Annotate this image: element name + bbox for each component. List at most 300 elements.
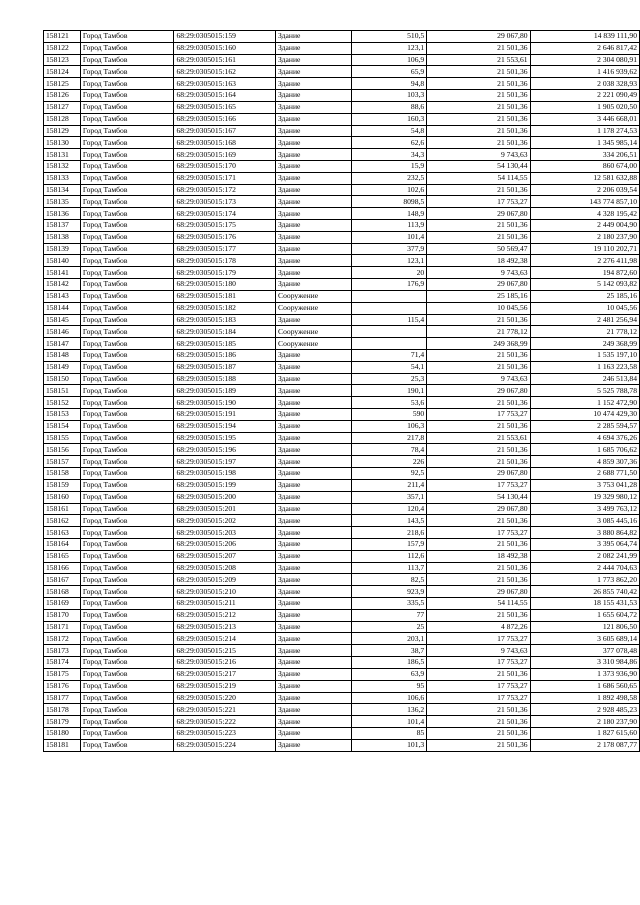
row-id-cell: 158167 [44, 574, 81, 586]
object-type-cell: Здание [276, 456, 352, 468]
area-cell: 92,5 [351, 468, 426, 480]
object-type-cell: Здание [276, 101, 352, 113]
table-row [44, 373, 640, 385]
cadastral-value-cell: 10 474 429,30 [530, 409, 639, 421]
cadastral-value-cell: 249 368,99 [530, 338, 639, 350]
table-row [44, 279, 640, 291]
cadastral-number-cell: 68:29:0305015:160 [174, 42, 276, 54]
table-row [44, 397, 640, 409]
city-cell: Город Тамбов [80, 680, 174, 692]
object-type-cell: Здание [276, 279, 352, 291]
table-row [44, 562, 640, 574]
object-type-cell: Здание [276, 704, 352, 716]
cadastral-value-cell: 12 581 632,88 [530, 172, 639, 184]
table-row [44, 633, 640, 645]
cadastral-number-cell: 68:29:0305015:196 [174, 444, 276, 456]
area-cell: 63,9 [351, 668, 426, 680]
object-type-cell: Здание [276, 267, 352, 279]
unit-cost-cell: 21 501,36 [427, 668, 530, 680]
city-cell: Город Тамбов [80, 373, 174, 385]
area-cell: 88,6 [351, 101, 426, 113]
cadastral-number-cell: 68:29:0305015:164 [174, 90, 276, 102]
cadastral-value-cell: 25 185,16 [530, 290, 639, 302]
cadastral-number-cell: 68:29:0305015:172 [174, 184, 276, 196]
object-type-cell: Здание [276, 515, 352, 527]
row-id-cell: 158164 [44, 538, 81, 550]
cadastral-value-cell: 1 416 939,62 [530, 66, 639, 78]
row-id-cell: 158127 [44, 101, 81, 113]
unit-cost-cell: 54 130,44 [427, 491, 530, 503]
table-row [44, 78, 640, 90]
cadastral-value-cell: 10 045,56 [530, 302, 639, 314]
city-cell: Город Тамбов [80, 54, 174, 66]
table-row [44, 220, 640, 232]
city-cell: Город Тамбов [80, 267, 174, 279]
area-cell: 148,9 [351, 208, 426, 220]
city-cell: Город Тамбов [80, 657, 174, 669]
object-type-cell: Здание [276, 42, 352, 54]
table-row [44, 574, 640, 586]
cadastral-value-cell: 2 180 237,90 [530, 231, 639, 243]
row-id-cell: 158159 [44, 479, 81, 491]
table-row [44, 598, 640, 610]
table-row [44, 420, 640, 432]
area-cell: 123,1 [351, 255, 426, 267]
unit-cost-cell: 21 553,61 [427, 432, 530, 444]
unit-cost-cell: 9 743,63 [427, 267, 530, 279]
table-row [44, 196, 640, 208]
unit-cost-cell: 17 753,27 [427, 692, 530, 704]
unit-cost-cell: 29 067,80 [427, 279, 530, 291]
unit-cost-cell: 21 501,36 [427, 397, 530, 409]
area-cell: 590 [351, 409, 426, 421]
city-cell: Город Тамбов [80, 31, 174, 43]
row-id-cell: 158180 [44, 727, 81, 739]
city-cell: Город Тамбов [80, 538, 174, 550]
table-row [44, 125, 640, 137]
area-cell: 106,3 [351, 420, 426, 432]
unit-cost-cell: 54 114,55 [427, 598, 530, 610]
cadastral-value-cell: 2 928 485,23 [530, 704, 639, 716]
area-cell [351, 290, 426, 302]
cadastral-value-cell: 5 525 788,78 [530, 385, 639, 397]
cadastral-number-cell: 68:29:0305015:179 [174, 267, 276, 279]
cadastral-number-cell: 68:29:0305015:207 [174, 550, 276, 562]
area-cell: 62,6 [351, 137, 426, 149]
table-row [44, 66, 640, 78]
row-id-cell: 158149 [44, 361, 81, 373]
row-id-cell: 158133 [44, 172, 81, 184]
table-row [44, 716, 640, 728]
object-type-cell: Здание [276, 172, 352, 184]
unit-cost-cell: 17 753,27 [427, 680, 530, 692]
cadastral-number-cell: 68:29:0305015:190 [174, 397, 276, 409]
object-type-cell: Здание [276, 574, 352, 586]
area-cell: 176,9 [351, 279, 426, 291]
cadastral-value-cell: 3 446 668,01 [530, 113, 639, 125]
table-row [44, 302, 640, 314]
cadastral-number-cell: 68:29:0305015:214 [174, 633, 276, 645]
cadastral-number-cell: 68:29:0305015:159 [174, 31, 276, 43]
property-table-body [44, 31, 640, 752]
unit-cost-cell: 4 872,26 [427, 621, 530, 633]
row-id-cell: 158150 [44, 373, 81, 385]
cadastral-value-cell: 2 180 237,90 [530, 716, 639, 728]
city-cell: Город Тамбов [80, 716, 174, 728]
cadastral-value-cell: 26 855 740,42 [530, 586, 639, 598]
unit-cost-cell: 17 753,27 [427, 527, 530, 539]
unit-cost-cell: 21 501,36 [427, 90, 530, 102]
cadastral-number-cell: 68:29:0305015:206 [174, 538, 276, 550]
row-id-cell: 158172 [44, 633, 81, 645]
cadastral-number-cell: 68:29:0305015:201 [174, 503, 276, 515]
unit-cost-cell: 54 114,55 [427, 172, 530, 184]
area-cell: 217,8 [351, 432, 426, 444]
row-id-cell: 158162 [44, 515, 81, 527]
row-id-cell: 158123 [44, 54, 81, 66]
object-type-cell: Здание [276, 255, 352, 267]
row-id-cell: 158140 [44, 255, 81, 267]
area-cell [351, 338, 426, 350]
city-cell: Город Тамбов [80, 574, 174, 586]
cadastral-number-cell: 68:29:0305015:220 [174, 692, 276, 704]
object-type-cell: Здание [276, 196, 352, 208]
row-id-cell: 158130 [44, 137, 81, 149]
unit-cost-cell: 21 501,36 [427, 314, 530, 326]
cadastral-value-cell: 14 839 111,90 [530, 31, 639, 43]
city-cell: Город Тамбов [80, 550, 174, 562]
object-type-cell: Здание [276, 149, 352, 161]
table-row [44, 550, 640, 562]
cadastral-number-cell: 68:29:0305015:188 [174, 373, 276, 385]
area-cell: 377,9 [351, 243, 426, 255]
object-type-cell: Здание [276, 420, 352, 432]
row-id-cell: 158124 [44, 66, 81, 78]
city-cell: Город Тамбов [80, 137, 174, 149]
area-cell: 106,9 [351, 54, 426, 66]
row-id-cell: 158173 [44, 645, 81, 657]
row-id-cell: 158151 [44, 385, 81, 397]
unit-cost-cell: 21 501,36 [427, 704, 530, 716]
table-row [44, 645, 640, 657]
cadastral-number-cell: 68:29:0305015:221 [174, 704, 276, 716]
cadastral-number-cell: 68:29:0305015:203 [174, 527, 276, 539]
object-type-cell: Здание [276, 208, 352, 220]
cadastral-number-cell: 68:29:0305015:213 [174, 621, 276, 633]
row-id-cell: 158161 [44, 503, 81, 515]
row-id-cell: 158125 [44, 78, 81, 90]
table-row [44, 586, 640, 598]
row-id-cell: 158174 [44, 657, 81, 669]
row-id-cell: 158169 [44, 598, 81, 610]
row-id-cell: 158145 [44, 314, 81, 326]
unit-cost-cell: 50 569,47 [427, 243, 530, 255]
row-id-cell: 158153 [44, 409, 81, 421]
city-cell: Город Тамбов [80, 302, 174, 314]
cadastral-value-cell: 3 310 984,86 [530, 657, 639, 669]
object-type-cell: Сооружение [276, 302, 352, 314]
object-type-cell: Здание [276, 727, 352, 739]
table-row [44, 385, 640, 397]
cadastral-number-cell: 68:29:0305015:195 [174, 432, 276, 444]
area-cell: 186,5 [351, 657, 426, 669]
unit-cost-cell: 29 067,80 [427, 586, 530, 598]
unit-cost-cell: 21 501,36 [427, 101, 530, 113]
unit-cost-cell: 21 501,36 [427, 456, 530, 468]
area-cell: 34,3 [351, 149, 426, 161]
row-id-cell: 158170 [44, 609, 81, 621]
cadastral-number-cell: 68:29:0305015:180 [174, 279, 276, 291]
row-id-cell: 158154 [44, 420, 81, 432]
cadastral-number-cell: 68:29:0305015:219 [174, 680, 276, 692]
city-cell: Город Тамбов [80, 727, 174, 739]
table-row [44, 338, 640, 350]
table-row [44, 527, 640, 539]
city-cell: Город Тамбов [80, 113, 174, 125]
object-type-cell: Здание [276, 633, 352, 645]
cadastral-value-cell: 19 329 980,12 [530, 491, 639, 503]
area-cell: 218,6 [351, 527, 426, 539]
area-cell: 85 [351, 727, 426, 739]
cadastral-number-cell: 68:29:0305015:223 [174, 727, 276, 739]
area-cell: 143,5 [351, 515, 426, 527]
object-type-cell: Здание [276, 66, 352, 78]
object-type-cell: Здание [276, 385, 352, 397]
cadastral-number-cell: 68:29:0305015:182 [174, 302, 276, 314]
table-row [44, 704, 640, 716]
cadastral-number-cell: 68:29:0305015:197 [174, 456, 276, 468]
city-cell: Город Тамбов [80, 668, 174, 680]
table-row [44, 290, 640, 302]
cadastral-value-cell: 3 880 864,82 [530, 527, 639, 539]
unit-cost-cell: 29 067,80 [427, 468, 530, 480]
cadastral-number-cell: 68:29:0305015:170 [174, 160, 276, 172]
row-id-cell: 158147 [44, 338, 81, 350]
table-row [44, 491, 640, 503]
cadastral-number-cell: 68:29:0305015:167 [174, 125, 276, 137]
city-cell: Город Тамбов [80, 385, 174, 397]
unit-cost-cell: 21 501,36 [427, 349, 530, 361]
city-cell: Город Тамбов [80, 503, 174, 515]
cadastral-value-cell: 1 152 472,90 [530, 397, 639, 409]
city-cell: Город Тамбов [80, 704, 174, 716]
unit-cost-cell: 29 067,80 [427, 31, 530, 43]
city-cell: Город Тамбов [80, 279, 174, 291]
area-cell: 101,4 [351, 716, 426, 728]
table-row [44, 326, 640, 338]
row-id-cell: 158132 [44, 160, 81, 172]
cadastral-value-cell: 2 221 090,49 [530, 90, 639, 102]
cadastral-number-cell: 68:29:0305015:181 [174, 290, 276, 302]
city-cell: Город Тамбов [80, 314, 174, 326]
object-type-cell: Здание [276, 397, 352, 409]
cadastral-value-cell: 121 806,50 [530, 621, 639, 633]
row-id-cell: 158166 [44, 562, 81, 574]
cadastral-value-cell: 1 535 197,10 [530, 349, 639, 361]
city-cell: Город Тамбов [80, 515, 174, 527]
table-row [44, 42, 640, 54]
cadastral-value-cell: 2 449 004,90 [530, 220, 639, 232]
cadastral-number-cell: 68:29:0305015:166 [174, 113, 276, 125]
area-cell: 112,6 [351, 550, 426, 562]
row-id-cell: 158156 [44, 444, 81, 456]
object-type-cell: Здание [276, 657, 352, 669]
cadastral-value-cell: 2 304 080,91 [530, 54, 639, 66]
city-cell: Город Тамбов [80, 338, 174, 350]
row-id-cell: 158177 [44, 692, 81, 704]
area-cell: 53,6 [351, 397, 426, 409]
object-type-cell: Сооружение [276, 338, 352, 350]
object-type-cell: Здание [276, 361, 352, 373]
object-type-cell: Здание [276, 220, 352, 232]
cadastral-value-cell: 19 110 202,71 [530, 243, 639, 255]
table-row [44, 432, 640, 444]
cadastral-value-cell: 4 859 307,36 [530, 456, 639, 468]
object-type-cell: Здание [276, 90, 352, 102]
row-id-cell: 158128 [44, 113, 81, 125]
object-type-cell: Здание [276, 645, 352, 657]
unit-cost-cell: 17 753,27 [427, 409, 530, 421]
area-cell: 78,4 [351, 444, 426, 456]
unit-cost-cell: 21 501,36 [427, 420, 530, 432]
cadastral-number-cell: 68:29:0305015:186 [174, 349, 276, 361]
cadastral-value-cell: 3 499 763,12 [530, 503, 639, 515]
unit-cost-cell: 249 368,99 [427, 338, 530, 350]
row-id-cell: 158129 [44, 125, 81, 137]
row-id-cell: 158135 [44, 196, 81, 208]
cadastral-number-cell: 68:29:0305015:183 [174, 314, 276, 326]
city-cell: Город Тамбов [80, 243, 174, 255]
cadastral-value-cell: 1 686 560,65 [530, 680, 639, 692]
city-cell: Город Тамбов [80, 172, 174, 184]
unit-cost-cell: 21 501,36 [427, 609, 530, 621]
object-type-cell: Здание [276, 31, 352, 43]
city-cell: Город Тамбов [80, 90, 174, 102]
cadastral-value-cell: 1 373 936,90 [530, 668, 639, 680]
object-type-cell: Здание [276, 527, 352, 539]
area-cell [351, 326, 426, 338]
cadastral-value-cell: 2 276 411,98 [530, 255, 639, 267]
row-id-cell: 158126 [44, 90, 81, 102]
object-type-cell: Здание [276, 550, 352, 562]
city-cell: Город Тамбов [80, 645, 174, 657]
row-id-cell: 158175 [44, 668, 81, 680]
row-id-cell: 158141 [44, 267, 81, 279]
object-type-cell: Здание [276, 692, 352, 704]
unit-cost-cell: 21 553,61 [427, 54, 530, 66]
object-type-cell: Здание [276, 562, 352, 574]
object-type-cell: Здание [276, 54, 352, 66]
cadastral-value-cell: 3 605 689,14 [530, 633, 639, 645]
area-cell: 510,5 [351, 31, 426, 43]
city-cell: Город Тамбов [80, 479, 174, 491]
city-cell: Город Тамбов [80, 196, 174, 208]
object-type-cell: Сооружение [276, 290, 352, 302]
unit-cost-cell: 9 743,63 [427, 149, 530, 161]
area-cell: 120,4 [351, 503, 426, 515]
cadastral-value-cell: 4 694 376,26 [530, 432, 639, 444]
cadastral-value-cell: 860 674,00 [530, 160, 639, 172]
unit-cost-cell: 21 501,36 [427, 220, 530, 232]
row-id-cell: 158152 [44, 397, 81, 409]
cadastral-value-cell: 1 892 498,58 [530, 692, 639, 704]
city-cell: Город Тамбов [80, 125, 174, 137]
table-row [44, 31, 640, 43]
cadastral-value-cell: 2 646 817,42 [530, 42, 639, 54]
table-row [44, 137, 640, 149]
row-id-cell: 158148 [44, 349, 81, 361]
area-cell: 71,4 [351, 349, 426, 361]
property-table [43, 30, 640, 752]
row-id-cell: 158143 [44, 290, 81, 302]
cadastral-number-cell: 68:29:0305015:222 [174, 716, 276, 728]
cadastral-value-cell: 377 078,48 [530, 645, 639, 657]
object-type-cell: Здание [276, 231, 352, 243]
cadastral-number-cell: 68:29:0305015:173 [174, 196, 276, 208]
unit-cost-cell: 21 501,36 [427, 137, 530, 149]
table-row [44, 101, 640, 113]
object-type-cell: Здание [276, 113, 352, 125]
row-id-cell: 158134 [44, 184, 81, 196]
area-cell: 54,1 [351, 361, 426, 373]
cadastral-value-cell: 1 773 862,20 [530, 574, 639, 586]
cadastral-number-cell: 68:29:0305015:176 [174, 231, 276, 243]
city-cell: Город Тамбов [80, 598, 174, 610]
object-type-cell: Здание [276, 409, 352, 421]
table-row [44, 515, 640, 527]
table-row [44, 538, 640, 550]
unit-cost-cell: 9 743,63 [427, 645, 530, 657]
cadastral-value-cell: 18 155 431,53 [530, 598, 639, 610]
table-row [44, 314, 640, 326]
city-cell: Город Тамбов [80, 349, 174, 361]
unit-cost-cell: 10 045,56 [427, 302, 530, 314]
city-cell: Город Тамбов [80, 456, 174, 468]
row-id-cell: 158122 [44, 42, 81, 54]
unit-cost-cell: 17 753,27 [427, 196, 530, 208]
area-cell: 25,3 [351, 373, 426, 385]
object-type-cell: Здание [276, 184, 352, 196]
unit-cost-cell: 21 501,36 [427, 66, 530, 78]
cadastral-number-cell: 68:29:0305015:163 [174, 78, 276, 90]
object-type-cell: Здание [276, 503, 352, 515]
area-cell: 20 [351, 267, 426, 279]
cadastral-value-cell: 3 395 064,74 [530, 538, 639, 550]
cadastral-value-cell: 2 038 328,93 [530, 78, 639, 90]
area-cell: 94,8 [351, 78, 426, 90]
cadastral-number-cell: 68:29:0305015:184 [174, 326, 276, 338]
city-cell: Город Тамбов [80, 420, 174, 432]
object-type-cell: Здание [276, 349, 352, 361]
table-row [44, 208, 640, 220]
table-row [44, 149, 640, 161]
cadastral-value-cell: 2 481 256,94 [530, 314, 639, 326]
city-cell: Город Тамбов [80, 208, 174, 220]
unit-cost-cell: 21 501,36 [427, 361, 530, 373]
object-type-cell: Здание [276, 373, 352, 385]
city-cell: Город Тамбов [80, 66, 174, 78]
area-cell: 38,7 [351, 645, 426, 657]
object-type-cell: Сооружение [276, 326, 352, 338]
row-id-cell: 158158 [44, 468, 81, 480]
cadastral-value-cell: 21 778,12 [530, 326, 639, 338]
city-cell: Город Тамбов [80, 290, 174, 302]
cadastral-number-cell: 68:29:0305015:177 [174, 243, 276, 255]
object-type-cell: Здание [276, 160, 352, 172]
unit-cost-cell: 21 501,36 [427, 739, 530, 751]
table-row [44, 727, 640, 739]
table-row [44, 267, 640, 279]
